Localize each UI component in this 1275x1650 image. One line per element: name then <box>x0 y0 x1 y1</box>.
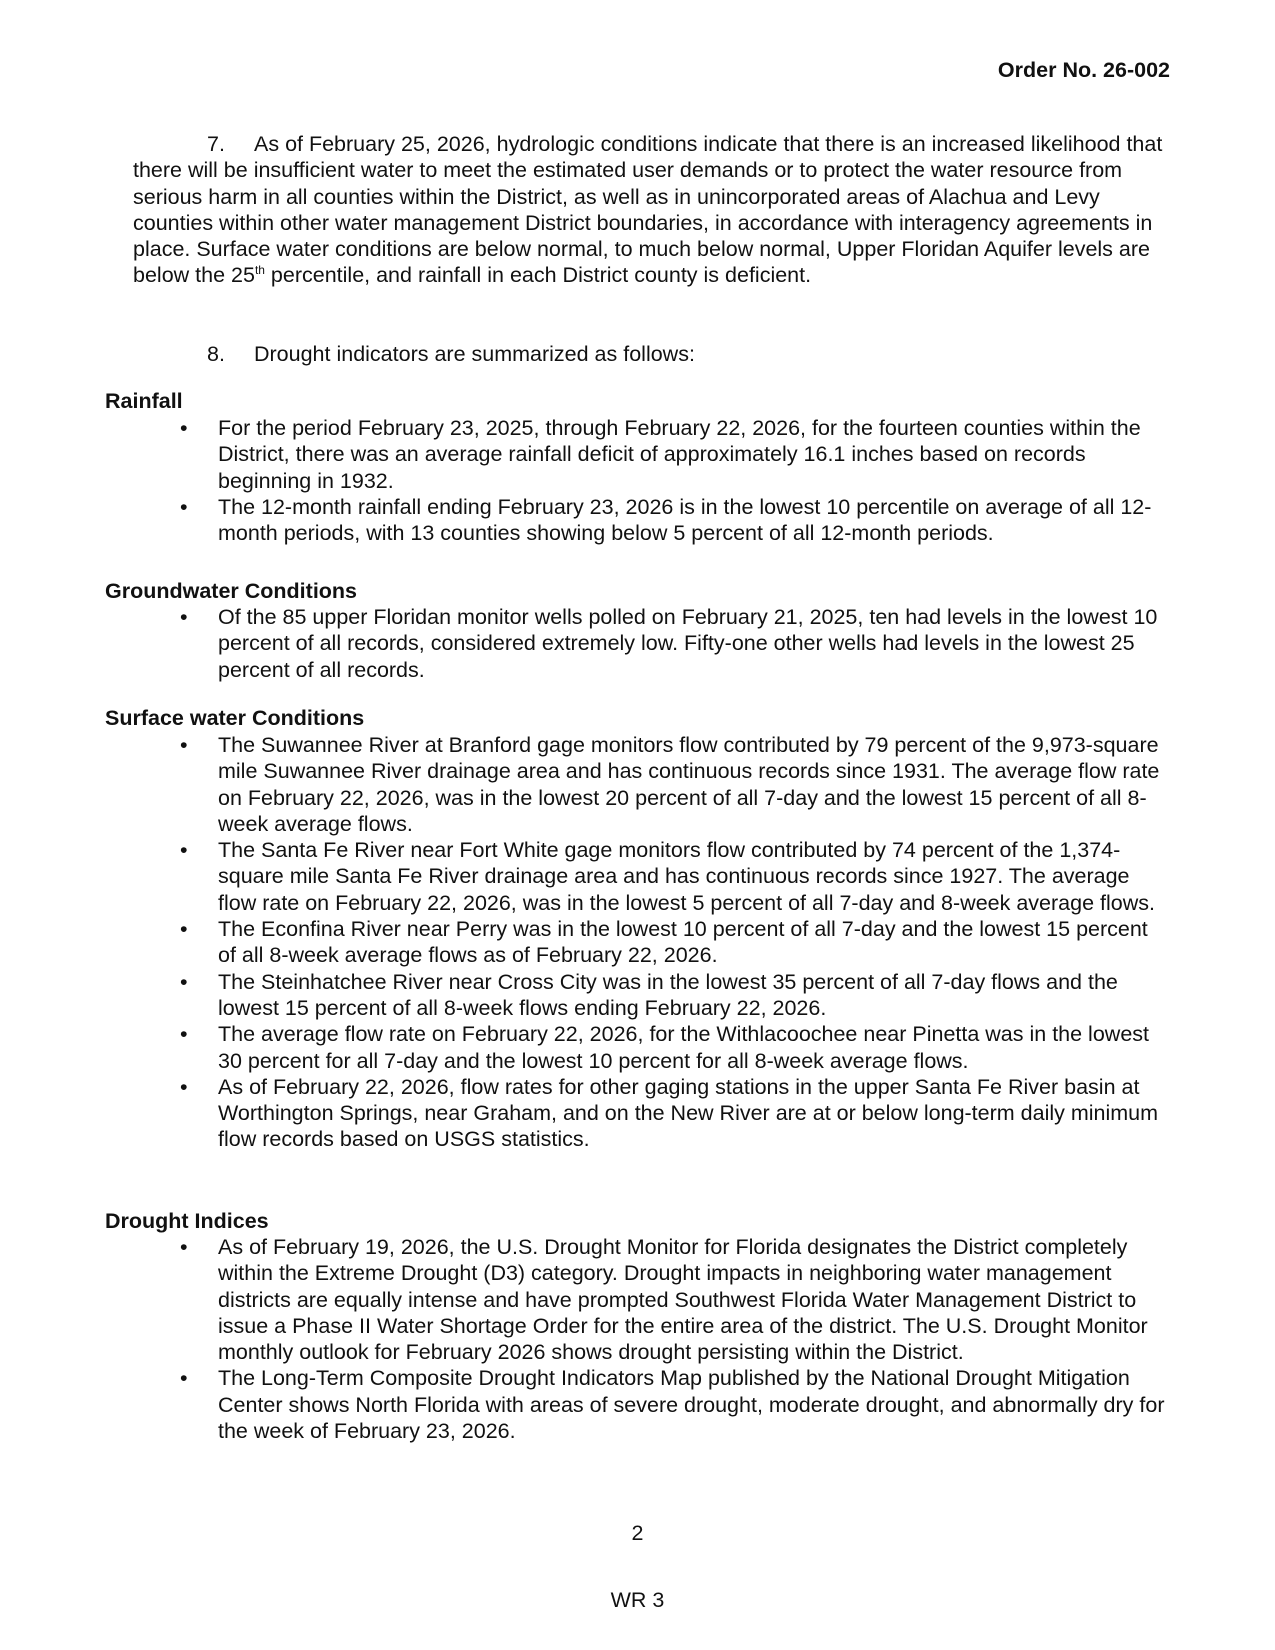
paragraph-7-text-end: percentile, and rainfall in each District county is deficient. <box>264 263 812 288</box>
heading-drought-indices: Drought Indices <box>105 1209 269 1233</box>
paragraph-8 <box>133 341 1173 367</box>
groundwater-list <box>180 604 1170 683</box>
heading-surface-water: Surface water Conditions <box>105 706 365 730</box>
list-item: • The 12-month rainfall ending February 23, 2026 is in the lowest 10 percentile on average of all 12-month periods, with 13 counties showing below 5 percent of all 12-month periods. <box>180 494 1170 547</box>
paragraph-7 <box>133 131 1173 289</box>
list-item: • For the period February 23, 2025, through February 22, 2026, for the fourteen counties within the District, there was an average rainfall deficit of approximately 16.1 inches based on records beginning in 1932. <box>180 415 1170 494</box>
list-item: • As of February 19, 2026, the U.S. Drought Monitor for Florida designates the District completely within the Extreme Drought (D3) category. Drought impacts in neighboring water management districts are equally intense and have prompted Southwest Florida Water Management District to issue a Phase II Water Shortage Order for the entire area of the district. The U.S. Drought Monitor monthly outlook for February 2026 shows drought persisting within the District. <box>180 1234 1170 1365</box>
paragraph-7-number: 7. <box>207 132 225 156</box>
heading-groundwater: Groundwater Conditions <box>105 579 358 603</box>
rainfall-list <box>180 415 1170 546</box>
surface-water-list <box>180 732 1170 1153</box>
paragraph-8-text: Drought indicators are summarized as follows: <box>254 342 695 366</box>
page-number: 2 <box>631 1521 644 1545</box>
list-item: • The Suwannee River at Branford gage monitors flow contributed by 79 percent of the 9,973-square mile Suwannee River drainage area and has continuous records since 1931. The average flow rate on February 22, 2026, was in the lowest 20 percent of all 7-day and the lowest 15 percent of all 8-week average flows. <box>180 732 1170 837</box>
list-item: • The Santa Fe River near Fort White gage monitors flow contributed by 74 percent of the 1,374-square mile Santa Fe River drainage area and has continuous records since 1927. The average flow rate on February 22, 2026, was in the lowest 5 percent of all 7-day and 8-week average flows. <box>180 837 1170 916</box>
footer-code: WR 3 <box>610 1588 665 1612</box>
list-item: • The Long-Term Composite Drought Indicators Map published by the National Drought Mitigation Center shows North Florida with areas of severe drought, moderate drought, and abnormally dry for the week of February 23, 2026. <box>180 1365 1170 1444</box>
list-item: • As of February 22, 2026, flow rates for other gaging stations in the upper Santa Fe River basin at Worthington Springs, near Graham, and on the New River are at or below long-term daily minimum flow records based on USGS statistics. <box>180 1074 1170 1153</box>
list-item: • The Econfina River near Perry was in the lowest 10 percent of all 7-day and the lowest 15 percent of all 8-week average flows as of February 22, 2026. <box>180 916 1170 969</box>
drought-indices-list <box>180 1234 1170 1444</box>
list-item: • The Steinhatchee River near Cross City was in the lowest 35 percent of all 7-day flows and the lowest 15 percent of all 8-week flows ending February 22, 2026. <box>180 969 1170 1022</box>
order-number: Order No. 26-002 <box>997 58 1170 82</box>
paragraph-7-text: As of February 25, 2026, hydrologic conditions indicate that there is an increased likelihood that there will be insufficient water to meet the estimated user demands or to protect the water resource from serious harm in all counties within the District, as well as in unincorporated areas of Alachua and Levy counties within other water management District boundaries, in accordance with interagency agreements in place. Surface water conditions are below normal, to much below normal, Upper Floridan Aquifer levels are below the 25 <box>133 132 1163 288</box>
heading-rainfall: Rainfall <box>105 389 183 413</box>
paragraph-8-number: 8. <box>207 342 225 366</box>
paragraph-7-superscript: th <box>254 263 265 278</box>
list-item: • The average flow rate on February 22, 2026, for the Withlacoochee near Pinetta was in the lowest 30 percent for all 7-day and the lowest 10 percent for all 8-week average flows. <box>180 1021 1170 1074</box>
list-item: • Of the 85 upper Floridan monitor wells polled on February 21, 2025, ten had levels in the lowest 10 percent of all records, considered extremely low. Fifty-one other wells had levels in the lowest 25 percent of all records. <box>180 604 1170 683</box>
